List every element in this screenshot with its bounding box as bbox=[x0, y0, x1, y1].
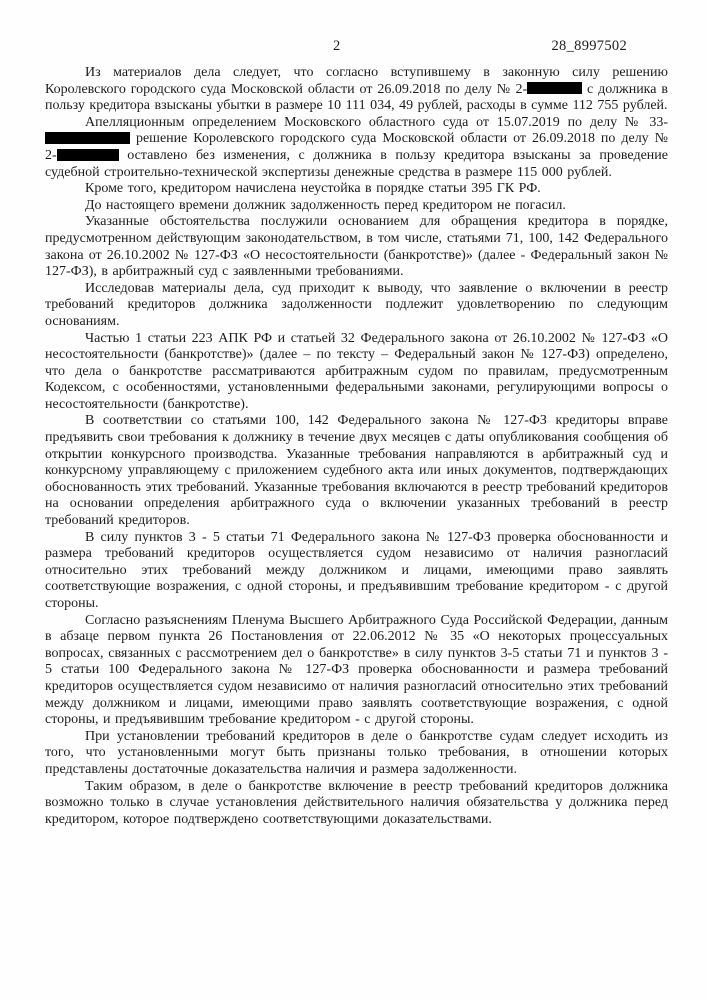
paragraph-text: решение Королевского городского суда Московской области от 26.09.2018 по делу № 2- bbox=[45, 131, 668, 163]
paragraph-text: Таким образом, в деле о банкротстве включение в реестр требований кредиторов должника возможно только в случае установления действительного наличия обязательства у должника перед кредитором, которое подтверждено соответствующими доказательствами. bbox=[45, 778, 668, 827]
paragraph-text: До настоящего времени должник задолженность перед кредитором не погасил. bbox=[85, 197, 566, 213]
paragraph-text: Согласно разъяснениям Пленума Высшего Арбитражного Суда Российской Федерации, данным в абзаце первом пункта 26 Постановления от 22.06.2012 № 35 «О некоторых процессуальных вопросах, связанных с рассмотрением дел о банкротстве» в силу пунктов 3-5 статьи 71 и пунктов 3 - 5 статьи 100 Федерального закона № 127-ФЗ проверка обоснованности и размера требований кредиторов осуществляется судом независимо от наличия разногласий относительно этих требований между должником и лицами, имеющими право заявлять соответствующие возражения, с одной стороны, и предъявившим требование кредитором - с другой стороны. bbox=[45, 612, 668, 728]
paragraph bbox=[45, 729, 668, 779]
page-header bbox=[45, 38, 668, 56]
paragraph bbox=[45, 779, 668, 829]
paragraph-text: Апелляционным определением Московского областного суда от 15.07.2019 по делу № 33- bbox=[85, 114, 668, 130]
paragraph-text: Из материалов дела следует, что согласно вступившему в законную силу решению Королевского городского суда Московской области от 26.09.2018 по делу № 2- bbox=[45, 65, 668, 97]
redaction-bar bbox=[45, 132, 130, 144]
paragraph bbox=[45, 65, 668, 115]
paragraph bbox=[45, 214, 668, 280]
paragraph-text: с должника в пользу кредитора взысканы убытки в размере 10 111 034, 49 рублей, расходы в сумме 112 755 рублей. bbox=[45, 81, 668, 114]
paragraph bbox=[45, 613, 668, 729]
paragraph bbox=[45, 281, 668, 331]
paragraph bbox=[45, 331, 668, 414]
paragraph bbox=[45, 198, 668, 215]
paragraph-text: Указанные обстоятельства послужили основанием для обращения кредитора в порядке, предусмотренном действующим законодательством, в том числе, статьями 71, 100, 142 Федерального закона от 26.10.2002 № 127-ФЗ «О несостоятельности (банкротстве)» (далее - Федеральный закон № 127-ФЗ), в арбитражный суд с заявленными требованиями. bbox=[45, 214, 668, 280]
paragraph bbox=[45, 413, 668, 529]
paragraph-text: Частью 1 статьи 223 АПК РФ и статьей 32 Федерального закона от 26.10.2002 № 127-ФЗ «О несостоятельности (банкротстве)» (далее – по тексту – Федеральный закон № 127-ФЗ) определено, что дела о банкротстве рассматриваются арбитражным судом по правилам, предусмотренным Кодексом, с особенностями, установленными федеральными законами, регулирующими вопросы о несостоятельности (банкротстве). bbox=[45, 330, 668, 412]
paragraph-text: Исследовав материалы дела, суд приходит к выводу, что заявление о включении в реестр требований кредиторов должника задолженности подлежит удовлетворению по следующим основаниям. bbox=[45, 280, 668, 329]
document-body bbox=[45, 65, 668, 828]
paragraph-text: Кроме того, кредитором начислена неустойка в порядке статьи 395 ГК РФ. bbox=[85, 181, 541, 197]
paragraph bbox=[45, 115, 668, 181]
redaction-bar bbox=[57, 149, 119, 161]
paragraph bbox=[45, 181, 668, 198]
paragraph bbox=[45, 530, 668, 613]
redaction-bar bbox=[527, 82, 582, 94]
paragraph-text: При установлении требований кредиторов в деле о банкротстве судам следует исходить из того, что установленными могут быть признаны только требования, в отношении которых представлены достаточные доказательства наличия и размера задолженности. bbox=[45, 728, 668, 777]
paragraph-text: оставлено без изменения, с должника в пользу кредитора взысканы за проведение судебной строительно-технической экспертизы денежные средства в размере 115 000 рублей. bbox=[45, 147, 668, 180]
page-number: 2 bbox=[333, 38, 341, 54]
document-code: 28_8997502 bbox=[551, 38, 627, 54]
paragraph-text: В силу пунктов 3 - 5 статьи 71 Федерального закона № 127-ФЗ проверка обоснованности и размера требований кредиторов осуществляется судом независимо от наличия разногласий относительно этих требований между должником и лицами, имеющими право заявлять соответствующие возражения, с одной стороны, и предъявившим требование кредитором - с другой стороны. bbox=[45, 529, 668, 611]
paragraph-text: В соответствии со статьями 100, 142 Федерального закона № 127-ФЗ кредиторы вправе предъявить свои требования к должнику в течение двух месяцев с даты опубликования сообщения об открытии конкурсного производства. Указанные требования направляются в арбитражный суд и конкурсному управляющему с приложением судебного акта или иных документов, подтверждающих обоснованность этих требований. Указанные требования включаются в реестр требований кредиторов на основании определения арбитражного суда о включении указанных требований в реестр требований кредиторов. bbox=[45, 413, 668, 529]
